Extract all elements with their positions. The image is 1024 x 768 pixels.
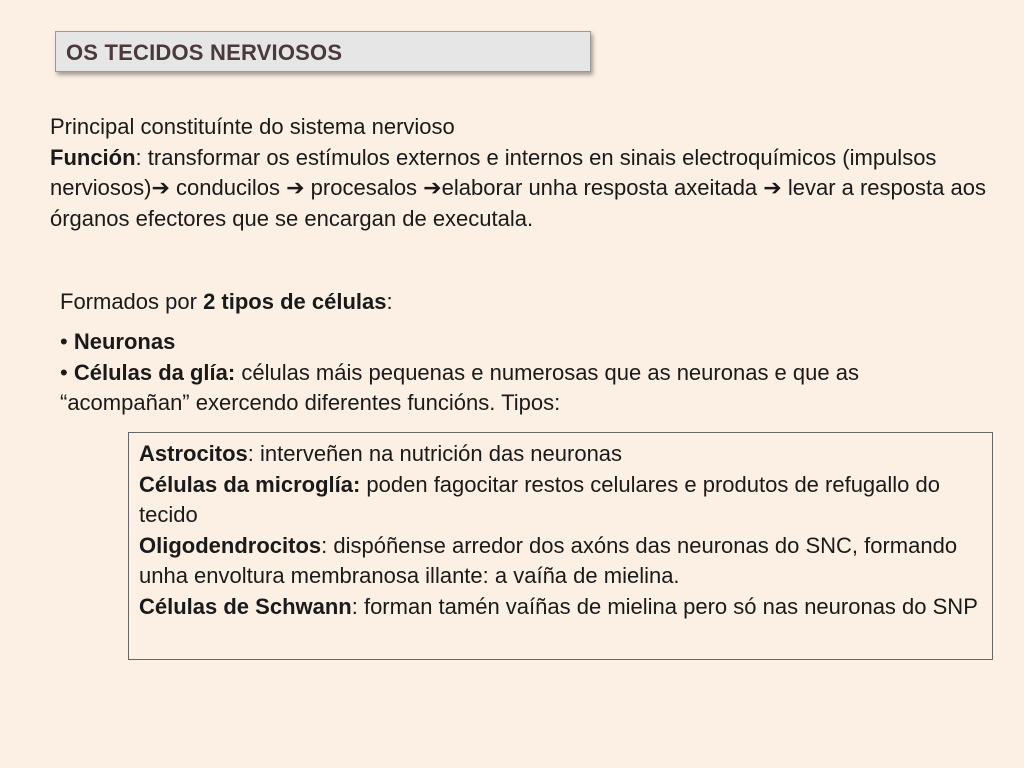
glia-type-name: Células da microglía: <box>139 471 361 497</box>
bullet: • <box>60 329 68 354</box>
step-procesar: procesalos <box>304 175 424 200</box>
glia-type-item <box>139 531 982 592</box>
arrow-icon: ➔ <box>151 175 170 200</box>
page-title: OS TECIDOS NERVIOSOS <box>66 40 343 65</box>
funcion-text: : transformar os estímulos externos e internos en sinais electroquímicos (impulsos nerviosos) <box>50 144 937 200</box>
formados-suffix: : <box>386 289 393 314</box>
glia-type-text: : dispóñense arredor dos axóns das neuronas do SNC, formando unha envoltura membranosa illante: a vaíña de mielina. <box>139 532 958 589</box>
glia-type-text: : forman tamén vaíñas de mielina pero só nas neuronas do SNP <box>351 593 978 619</box>
glia-text: células máis pequenas e numerosas que as neuronas e que as “acompañan” exercendo diferentes funcións. Tipos: <box>60 359 859 415</box>
glia-type-name: Astrocitos <box>139 441 248 466</box>
step-levar: levar a resposta aos órganos efectores que se encargan de executala. <box>50 175 986 231</box>
funcion-paragraph <box>50 143 990 235</box>
list-item <box>60 327 980 358</box>
bullet: • <box>60 359 68 385</box>
glia-type-text: : interveñen na nutrición das neuronas <box>247 441 623 466</box>
step-elaborar: elaborar unha resposta axeitada <box>441 175 764 200</box>
glia-type-name: Oligodendrocitos <box>139 532 322 558</box>
glia-type-item <box>139 470 982 531</box>
step-conducir: conducilos <box>169 175 287 200</box>
glia-label: Células da glía: <box>73 359 236 385</box>
funcion-label: Función <box>50 144 136 170</box>
arrow-icon: ➔ <box>286 175 305 200</box>
intro-line-1: Principal constituínte do sistema nervioso <box>50 114 455 139</box>
glia-type-item <box>139 439 982 470</box>
intro-paragraph <box>50 112 990 234</box>
title-box <box>55 31 591 72</box>
formados-line <box>60 287 980 317</box>
neuronas-label: Neuronas <box>73 329 176 354</box>
formados-prefix: Formados por <box>60 289 204 314</box>
glia-types-box <box>128 432 993 660</box>
list-item <box>60 358 980 419</box>
glia-type-item <box>139 592 982 623</box>
formados-bold: 2 tipos de células <box>203 289 387 314</box>
glia-type-name: Células de Schwann <box>139 593 352 619</box>
glia-type-text: poden fagocitar restos celulares e produtos de refugallo do tecido <box>139 471 940 528</box>
arrow-icon: ➔ <box>423 175 442 200</box>
arrow-icon: ➔ <box>763 175 782 200</box>
cell-types-list <box>60 327 980 419</box>
